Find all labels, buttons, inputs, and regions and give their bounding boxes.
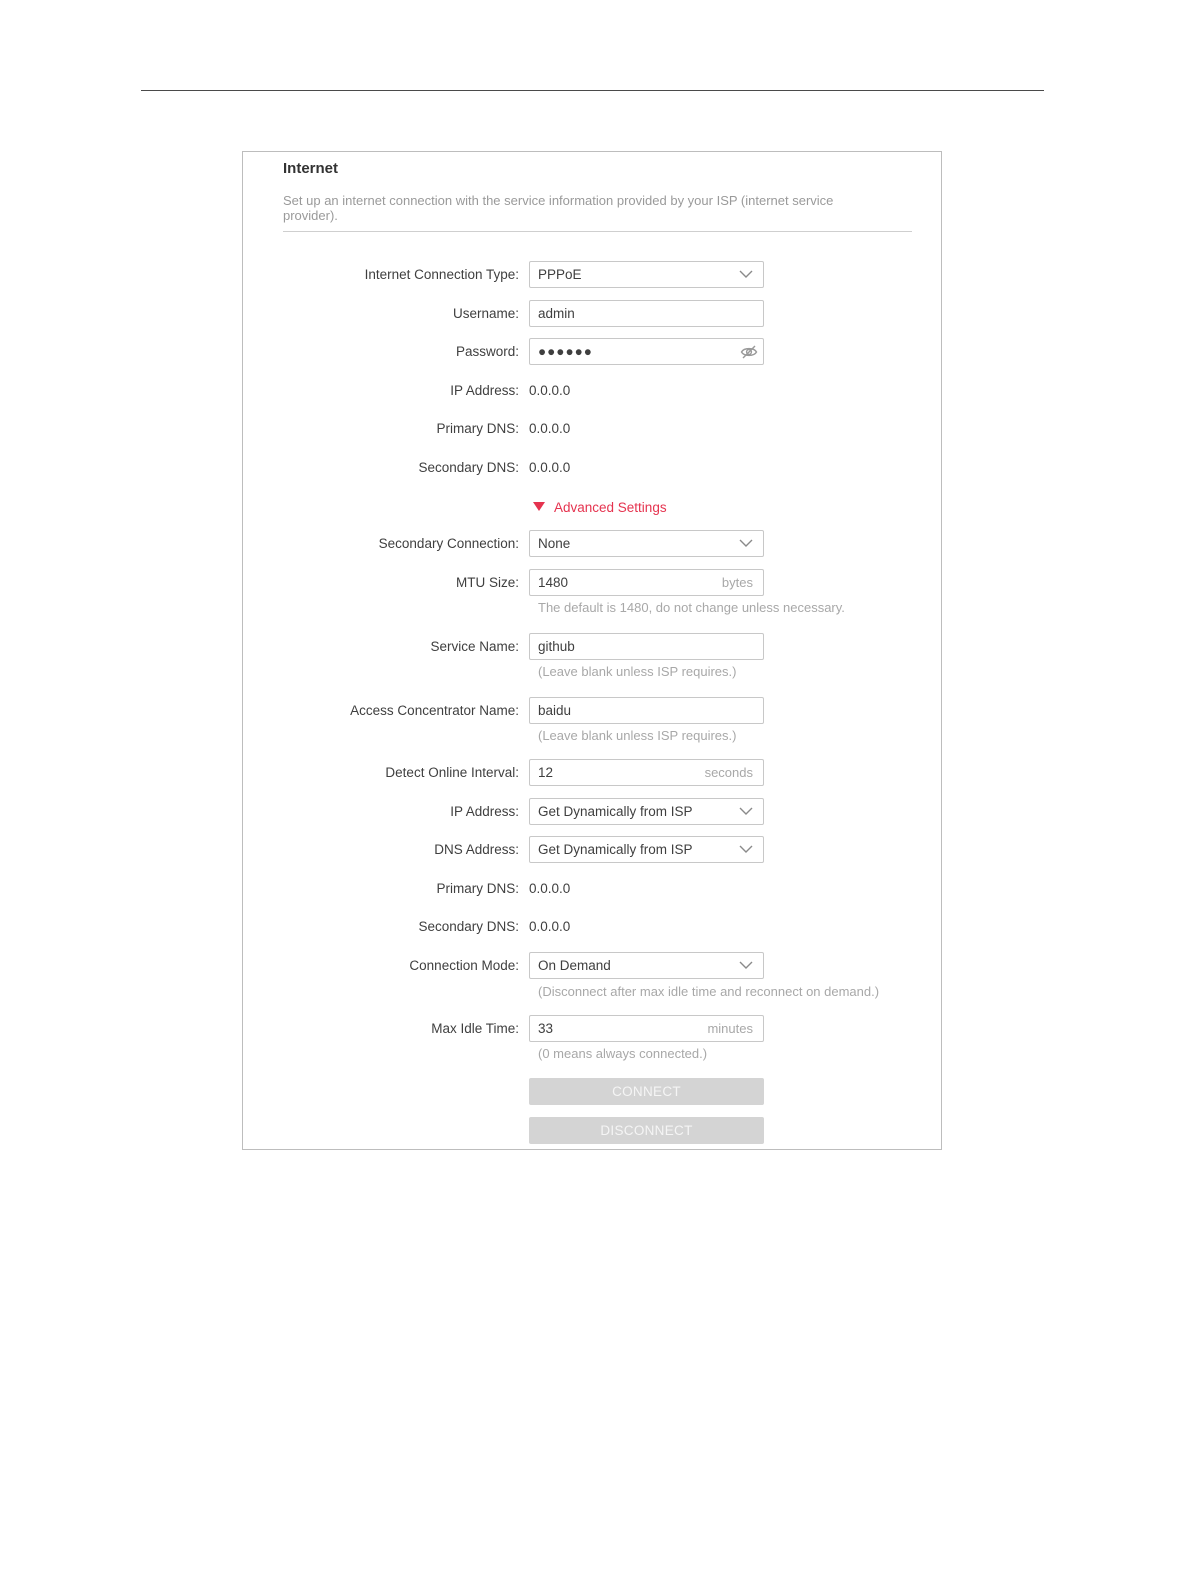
ip-address-mode-row <box>243 798 943 826</box>
service-name-row <box>243 633 943 661</box>
ac-name-label: Access Concentrator Name: <box>350 703 519 718</box>
username-value: admin <box>538 306 575 321</box>
ac-name-value: baidu <box>538 703 572 718</box>
max-idle-input[interactable] <box>529 1015 764 1042</box>
detect-interval-value: 12 <box>538 765 554 780</box>
secondary-connection-value: None <box>538 536 571 551</box>
mtu-size-input[interactable] <box>529 569 764 596</box>
username-label: Username: <box>452 306 519 321</box>
connection-type-value: PPPoE <box>538 267 582 282</box>
max-idle-row <box>243 1015 943 1043</box>
chevron-down-icon <box>739 961 753 970</box>
mtu-size-unit: bytes <box>721 575 753 590</box>
detect-interval-label: Detect Online Interval: <box>385 765 519 780</box>
ip-address-mode-value: Get Dynamically from ISP <box>538 804 693 819</box>
connection-type-row <box>243 261 943 289</box>
chevron-down-icon <box>739 845 753 854</box>
max-idle-unit: minutes <box>707 1021 753 1036</box>
connection-mode-row <box>243 952 943 980</box>
adv-secondary-dns-row <box>243 913 943 941</box>
dns-address-mode-label: DNS Address: <box>434 842 519 857</box>
connection-mode-select[interactable] <box>529 952 764 979</box>
triangle-down-icon <box>533 502 545 511</box>
chevron-down-icon <box>739 807 753 816</box>
secondary-connection-row <box>243 530 943 558</box>
secondary-connection-label: Secondary Connection: <box>378 536 519 551</box>
max-idle-hint: (0 means always connected.) <box>538 1046 708 1061</box>
page-header-rule <box>141 90 1044 91</box>
ip-address-mode-label: IP Address: <box>450 804 519 819</box>
connection-type-select[interactable] <box>529 261 764 288</box>
advanced-settings-toggle[interactable] <box>533 499 667 517</box>
ac-name-input[interactable] <box>529 697 764 724</box>
mtu-size-hint: The default is 1480, do not change unless necessary. <box>538 600 845 615</box>
password-input[interactable] <box>529 338 764 365</box>
dns-address-mode-value: Get Dynamically from ISP <box>538 842 693 857</box>
service-name-value: github <box>538 639 575 654</box>
service-name-hint: (Leave blank unless ISP requires.) <box>538 664 737 679</box>
max-idle-label: Max Idle Time: <box>431 1021 519 1036</box>
connect-button[interactable]: CONNECT <box>529 1078 764 1105</box>
mtu-size-value: 1480 <box>538 575 569 590</box>
service-name-input[interactable] <box>529 633 764 660</box>
panel-description: Set up an internet connection with the service information provided by your ISP (internet service provider). <box>283 193 834 223</box>
mtu-size-label: MTU Size: <box>455 575 519 590</box>
max-idle-value: 33 <box>538 1021 554 1036</box>
primary-dns-row <box>243 415 943 443</box>
secondary-dns-value: 0.0.0.0 <box>529 460 571 475</box>
username-input[interactable] <box>529 300 764 327</box>
adv-secondary-dns-label: Secondary DNS: <box>418 919 519 934</box>
mtu-size-row <box>243 569 943 597</box>
dns-address-mode-row <box>243 836 943 864</box>
service-name-label: Service Name: <box>430 639 519 654</box>
username-row <box>243 300 943 328</box>
password-label: Password: <box>455 344 519 359</box>
adv-primary-dns-label: Primary DNS: <box>436 881 519 896</box>
password-value: ●●●●●● <box>538 344 593 359</box>
secondary-dns-label: Secondary DNS: <box>418 460 519 475</box>
primary-dns-label: Primary DNS: <box>436 421 519 436</box>
ip-address-label: IP Address: <box>450 383 519 398</box>
secondary-dns-row <box>243 454 943 482</box>
ip-address-value: 0.0.0.0 <box>529 383 571 398</box>
connection-mode-label: Connection Mode: <box>409 958 519 973</box>
secondary-connection-select[interactable] <box>529 530 764 557</box>
connection-type-label: Internet Connection Type: <box>364 267 519 282</box>
primary-dns-value: 0.0.0.0 <box>529 421 571 436</box>
advanced-settings-label: Advanced Settings <box>554 500 667 515</box>
panel-title: Internet <box>283 160 339 177</box>
panel-divider <box>283 231 912 232</box>
connection-mode-value: On Demand <box>538 958 611 973</box>
chevron-down-icon <box>739 270 753 279</box>
ac-name-row <box>243 697 943 725</box>
eye-slash-icon[interactable] <box>740 344 758 360</box>
ip-address-row <box>243 377 943 405</box>
connection-mode-hint: (Disconnect after max idle time and reconnect on demand.) <box>538 984 880 999</box>
internet-settings-panel <box>242 151 942 1150</box>
ac-name-hint: (Leave blank unless ISP requires.) <box>538 728 737 743</box>
adv-primary-dns-row <box>243 875 943 903</box>
detect-interval-row <box>243 759 943 787</box>
adv-secondary-dns-value: 0.0.0.0 <box>529 919 571 934</box>
disconnect-button[interactable]: DISCONNECT <box>529 1117 764 1144</box>
ip-address-mode-select[interactable] <box>529 798 764 825</box>
adv-primary-dns-value: 0.0.0.0 <box>529 881 571 896</box>
password-row <box>243 338 943 366</box>
dns-address-mode-select[interactable] <box>529 836 764 863</box>
chevron-down-icon <box>739 539 753 548</box>
detect-interval-unit: seconds <box>704 765 753 780</box>
detect-interval-input[interactable] <box>529 759 764 786</box>
